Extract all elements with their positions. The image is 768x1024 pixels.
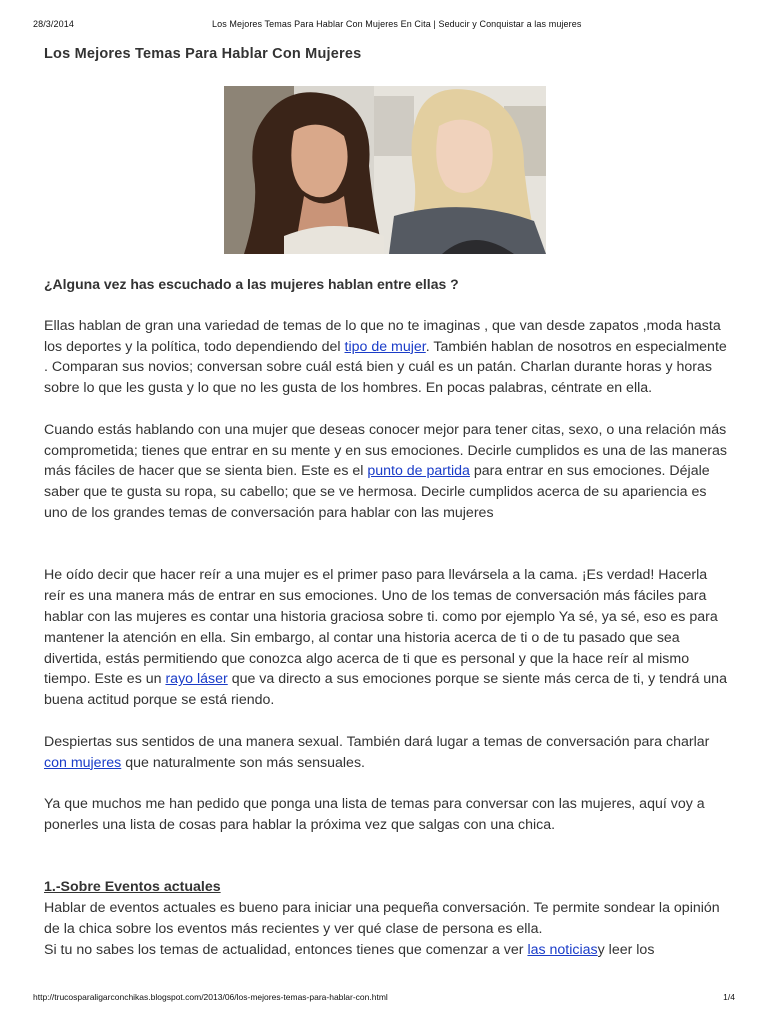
paragraph-2: [44, 420, 730, 524]
link-punto-de-partida[interactable]: punto de partida: [367, 463, 470, 480]
paragraph-3: [44, 565, 730, 711]
section-1-line-2: Si tu no sabes los temas de actualidad, entonces tienes que comenzar a ver: [44, 941, 528, 958]
section-1-line-2-continued: y leer los: [597, 941, 655, 958]
link-tipo-de-mujer[interactable]: tipo de mujer: [344, 338, 426, 355]
intro-question: ¿Alguna vez has escuchado a las mujeres hablan entre ellas ?: [44, 276, 459, 292]
section-1-heading: 1.-Sobre Eventos actuales: [44, 879, 221, 896]
paragraph-5: Ya que muchos me han pedido que ponga una lista de temas para conversar con las mujeres, aquí voy a ponerles una lista de cosas para hablar la próxima vez que salgas con una chica.: [44, 796, 705, 833]
paragraph-1-text: Ellas hablan de gran una variedad de temas de lo que no te imaginas , que van desde zapatos ,moda hasta los deportes y la política, todo dependiendo del: [44, 317, 721, 355]
paragraph-3-text-continued: que va directo a sus emociones porque se siente más cerca de ti, y tendrá una buena actitud porque se está riendo.: [44, 671, 727, 709]
link-con-mujeres[interactable]: con mujeres: [44, 754, 122, 771]
print-footer: [0, 992, 768, 1006]
print-header: [0, 19, 768, 33]
post-body: [44, 274, 730, 961]
paragraph-4: [44, 732, 730, 774]
paragraph-4-text: Despiertas sus sentidos de una manera sexual. También dará lugar a temas de conversación para charlar: [44, 733, 710, 750]
section-1: [44, 877, 730, 960]
print-date: 28/3/2014: [33, 19, 74, 29]
paragraph-3-text: He oído decir que hacer reír a una mujer es el primer paso para llevársela a la cama. ¡Es verdad! Hacerla reír es una manera más de entrar en sus emociones. Uno de los temas de conversación más fáciles para hablar con las mujeres es contar una historia graciosa sobre ti. como por ejemplo Ya sé, ya sé, eso es para mantener la atención en ella. Sin embargo, al contar una historia acerca de ti o de tu pasado que sea divertida, estás permitiendo que conozca algo acerca de ti que es personal y que la hace reír al mismo tiempo. Este es un: [44, 567, 718, 688]
link-las-noticias[interactable]: las noticias: [527, 941, 598, 958]
link-rayo-laser[interactable]: rayo láser: [165, 671, 228, 688]
post-title: Los Mejores Temas Para Hablar Con Mujeres: [44, 46, 362, 62]
print-url: http://trucosparaligarconchikas.blogspot.com/2013/06/los-mejores-temas-para-hablar-con.html: [33, 992, 388, 1002]
print-document-title: Los Mejores Temas Para Hablar Con Mujeres En Cita | Seducir y Conquistar a las mujeres: [212, 19, 582, 29]
two-women-talking-photo: [224, 86, 546, 254]
paragraph-1-text-continued: . También hablan de nosotros en especialmente . Comparan sus novios; conversan sobre cuál está bien y cuál es un patán. Charlan durante horas y horas sobre lo que les gusta y lo que no les gusta de los hombres. En pocas palabras, céntrate en ella.: [44, 338, 727, 397]
section-1-line-1: Hablar de eventos actuales es bueno para iniciar una pequeña conversación. Te permite sondear la opinión de la chica sobre los eventos más recientes y ver qué clase de persona es ella.: [44, 900, 720, 937]
print-page-number: 1/4: [723, 992, 735, 1002]
hero-photo: [224, 86, 546, 254]
paragraph-2-text-continued: para entrar en sus emociones. Déjale saber que te gusta su ropa, su cabello; que se ve hermosa. Decirle cumplidos acerca de su apariencia es uno de los grandes temas de conversación para hablar con las mujeres: [44, 463, 710, 521]
paragraph-1: [44, 316, 730, 399]
paragraph-2-text: Cuando estás hablando con una mujer que deseas conocer mejor para tener citas, sexo, o una relación más comprometida; tienes que entrar en su mente y en sus emociones. Decirle cumplidos es una de las maneras más fáciles de hacer que se sienta bien. Este es el: [44, 421, 727, 480]
paragraph-4-text-continued: que naturalmente son más sensuales.: [121, 754, 365, 771]
